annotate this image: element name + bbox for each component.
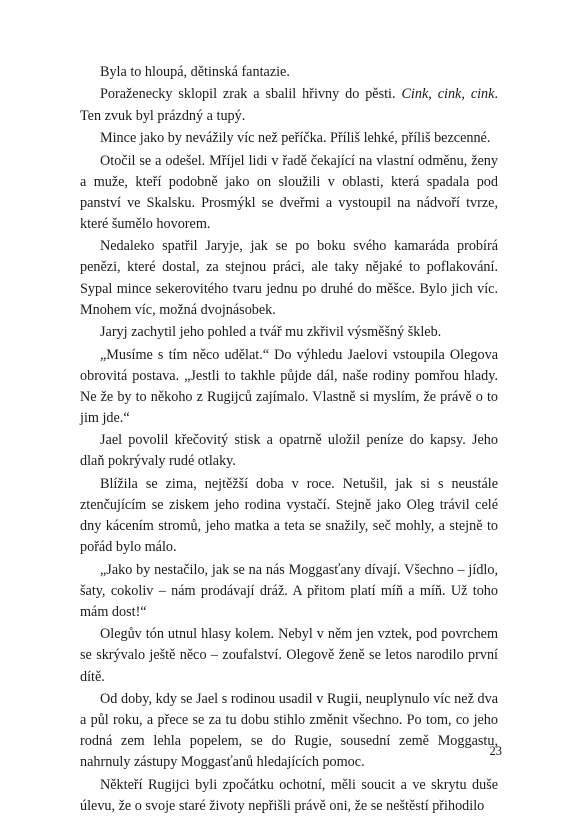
page-number: 23 xyxy=(489,744,502,758)
paragraph: Otočil se a odešel. Mříjel lidi v řadě čekající na vlastní odměnu, ženy a muže, kteří podobně jako on sloužili v oblasti, která spadala pod panství ve Skalsku. Prosmýkl se dveřmi a vystoupil na nádvoří tvrze, které šumělo hovorem. xyxy=(80,152,498,232)
paragraph: Jael povolil křečovitý stisk a opatrně uložil peníze do kapsy. Jeho dlaň pokrývaly rudé otlaky. xyxy=(80,432,498,470)
paragraph: „Musíme s tím něco udělat.“ Do výhledu Jaelovi vstoupila Olegova obrovitá postava. „Jestli to takhle půjde dál, naše rodiny pomřou hlady. Ne že by to někoho z Rugijců zajímalo. Vlastně si myslím, že právě o to jim jde.“ xyxy=(80,346,498,426)
body-text xyxy=(80,62,498,817)
italic-emphasis: Cink, cink, cink xyxy=(401,86,495,103)
paragraph: Olegův tón utnul hlasy kolem. Nebyl v něm jen vztek, pod povrchem se skrývalo ještě něco – zoufalství. Olegově ženě se letos narodilo první dítě. xyxy=(80,626,498,685)
paragraph: Byla to hloupá, dětinská fantazie. xyxy=(100,64,290,80)
paragraph: Nedaleko spatřil Jaryje, jak se po boku svého kamaráda probírá penězi, které dostal, za stejnou práci, ale taky nějaké to poflakování. Sypal mince sekerovitého tvaru jednu po druhé do měšce. Bylo jich víc. Mnohem víc, možná dvojnásobek. xyxy=(80,238,498,318)
paragraph: Blížila se zima, nejtěžší doba v roce. Netušil, jak si s neustále ztenčujícím se ziskem jeho rodina vystačí. Stejně jako Oleg trávil celé dny kácením stromů, jeho matka a teta se snažily, seč mohly, a stejně to pořád bylo málo. xyxy=(80,475,498,556)
paragraph: Poraženecky sklopil zrak a sbalil hřivny do pěsti. Cink, cink, cink. Ten zvuk byl prázdný a tupý. xyxy=(80,86,498,124)
paragraph: Jaryj zachytil jeho pohled a tvář mu zkřivil výsměšný škleb. xyxy=(100,324,442,341)
paragraph: Někteří Rugijci byli zpočátku ochotní, měli soucit a ve skrytu duše úlevu, že o svoje staré životy nepřišli právě oni, že se neštěstí přihodilo xyxy=(80,776,498,814)
paragraph: Od doby, kdy se Jael s rodinou usadil v Rugii, neuplynulo víc než dva a půl roku, a přece se za tu dobu stihlo změnit všechno. Po tom, co jeho rodná zem lehla popelem, se do Rugie, sousední země Moggastu, nahrnuly zástupy Moggasťanů hledajících pomoc. xyxy=(80,691,498,771)
paragraph: „Jako by nestačilo, jak se na nás Moggasťany dívají. Všechno – jídlo, šaty, cokoliv – nám prodávají dráž. A přitom platí míň a míň. Už toho mám dost!“ xyxy=(80,561,498,620)
paragraph: Mince jako by nevážily víc než peříčka. Příliš lehké, příliš bezcenné. xyxy=(100,130,491,147)
